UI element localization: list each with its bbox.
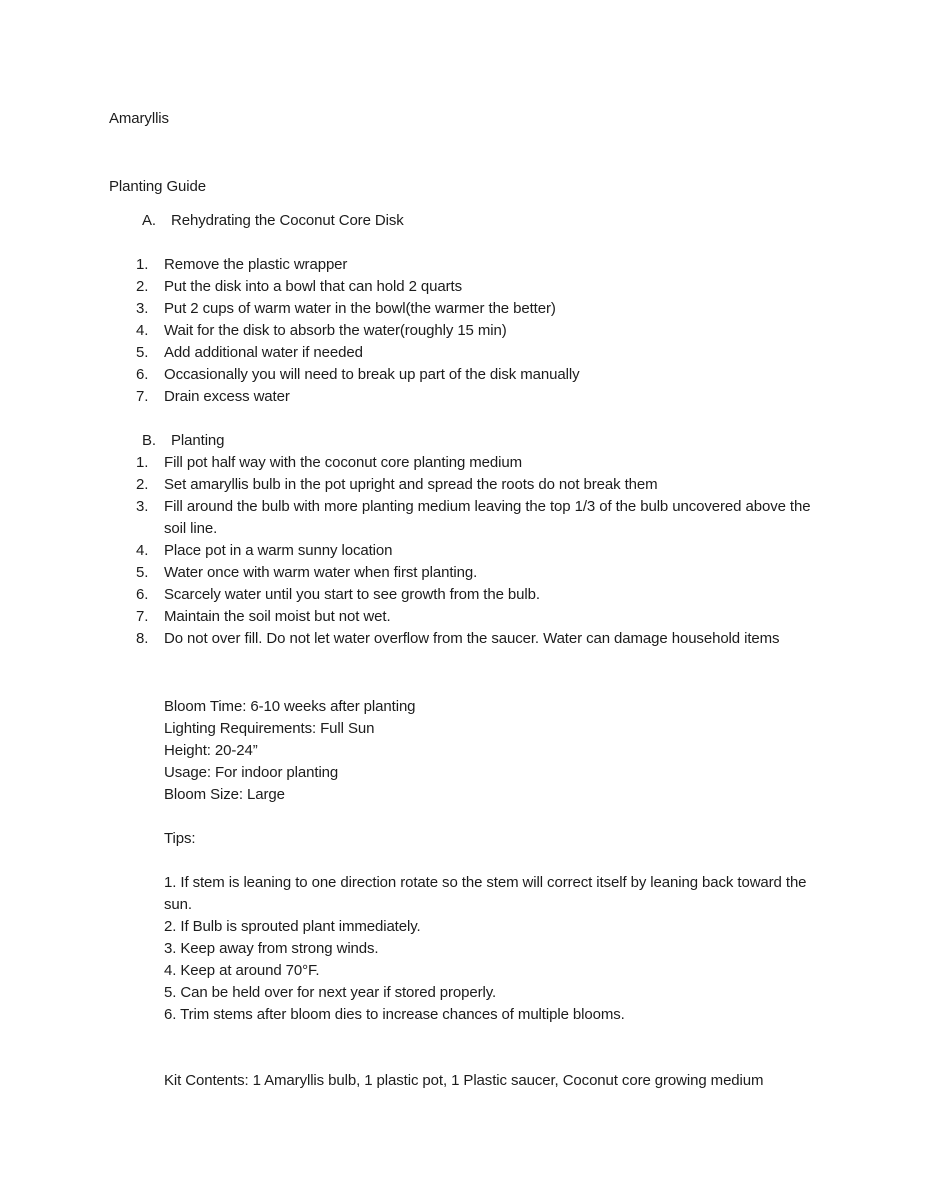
list-item-number: 2. — [136, 278, 149, 295]
list-item-text: Put the disk into a bowl that can hold 2 quarts — [164, 278, 462, 295]
list-item — [136, 584, 815, 606]
list-item-number: 6. — [136, 586, 149, 603]
plant-details-list — [109, 696, 815, 806]
list-item-text: Place pot in a warm sunny location — [164, 542, 393, 559]
list-item-text: Occasionally you will need to break up part of the disk manually — [164, 366, 580, 383]
list-item-text: Add additional water if needed — [164, 344, 363, 361]
list-item-text: Fill around the bulb with more planting medium leaving the top 1/3 of the bulb uncovered above the soil line. — [164, 498, 811, 537]
section-a-steps-list — [109, 254, 815, 408]
list-item — [136, 276, 815, 298]
list-item-text: Fill pot half way with the coconut core planting medium — [164, 454, 523, 471]
list-item-number: 1. — [136, 454, 149, 471]
list-item-number: 5. — [136, 564, 149, 581]
list-item-text: Drain excess water — [164, 388, 290, 405]
list-item-number: 2. — [136, 476, 149, 493]
list-item-number: 7. — [136, 388, 149, 405]
tip-line: 5. Can be held over for next year if stored properly. — [164, 984, 497, 1001]
list-item — [136, 386, 815, 408]
section-a-label: A. — [142, 212, 156, 229]
list-item-text: Remove the plastic wrapper — [164, 256, 348, 273]
list-item-number: 5. — [136, 344, 149, 361]
detail-line: Bloom Size: Large — [164, 786, 285, 803]
tips-section — [109, 828, 815, 1026]
list-item-text: Scarcely water until you start to see growth from the bulb. — [164, 586, 540, 603]
planting-guide-heading: Planting Guide — [109, 178, 207, 195]
tip-line: 3. Keep away from strong winds. — [164, 940, 379, 957]
section-b-steps-list — [109, 452, 815, 650]
list-item — [136, 562, 815, 584]
list-item-number: 8. — [136, 630, 149, 647]
list-item — [136, 452, 815, 474]
list-item-number: 1. — [136, 256, 149, 273]
list-item — [136, 474, 815, 496]
tips-list — [164, 872, 815, 1026]
section-a-heading — [109, 210, 815, 232]
section-b-title: Planting — [171, 432, 225, 449]
detail-line: Usage: For indoor planting — [164, 764, 339, 781]
list-item-text: Set amaryllis bulb in the pot upright and spread the roots do not break them — [164, 476, 658, 493]
list-item-text: Water once with warm water when first planting. — [164, 564, 478, 581]
list-item-text: Wait for the disk to absorb the water(roughly 15 min) — [164, 322, 507, 339]
list-item-text: Maintain the soil moist but not wet. — [164, 608, 391, 625]
list-item — [136, 298, 815, 320]
list-item-number: 4. — [136, 322, 149, 339]
kit-contents-line: Kit Contents: 1 Amaryllis bulb, 1 plastic pot, 1 Plastic saucer, Coconut core growing medium — [164, 1072, 764, 1089]
tip-line: 2. If Bulb is sprouted plant immediately. — [164, 918, 421, 935]
tip-line: 1. If stem is leaning to one direction rotate so the stem will correct itself by leaning back toward the sun. — [164, 874, 807, 913]
list-item — [136, 628, 815, 650]
tip-line: 4. Keep at around 70°F. — [164, 962, 320, 979]
list-item-text: Do not over fill. Do not let water overflow from the saucer. Water can damage household items — [164, 630, 780, 647]
list-item — [136, 254, 815, 276]
list-item-number: 4. — [136, 542, 149, 559]
list-item — [136, 342, 815, 364]
list-item — [136, 540, 815, 562]
list-item-number: 6. — [136, 366, 149, 383]
list-item — [136, 320, 815, 342]
list-item — [136, 606, 815, 628]
section-a-title: Rehydrating the Coconut Core Disk — [171, 212, 404, 229]
list-item — [136, 364, 815, 386]
tip-line: 6. Trim stems after bloom dies to increase chances of multiple blooms. — [164, 1006, 625, 1023]
doc-title: Amaryllis — [109, 110, 169, 127]
list-item-number: 3. — [136, 498, 149, 515]
detail-line: Bloom Time: 6-10 weeks after planting — [164, 698, 416, 715]
detail-line: Height: 20-24” — [164, 742, 258, 759]
list-item-number: 3. — [136, 300, 149, 317]
section-b-heading — [109, 430, 815, 452]
section-b-label: B. — [142, 432, 156, 449]
list-item — [136, 496, 815, 540]
list-item-number: 7. — [136, 608, 149, 625]
tips-heading: Tips: — [164, 830, 196, 847]
detail-line: Lighting Requirements: Full Sun — [164, 720, 375, 737]
list-item-text: Put 2 cups of warm water in the bowl(the warmer the better) — [164, 300, 556, 317]
